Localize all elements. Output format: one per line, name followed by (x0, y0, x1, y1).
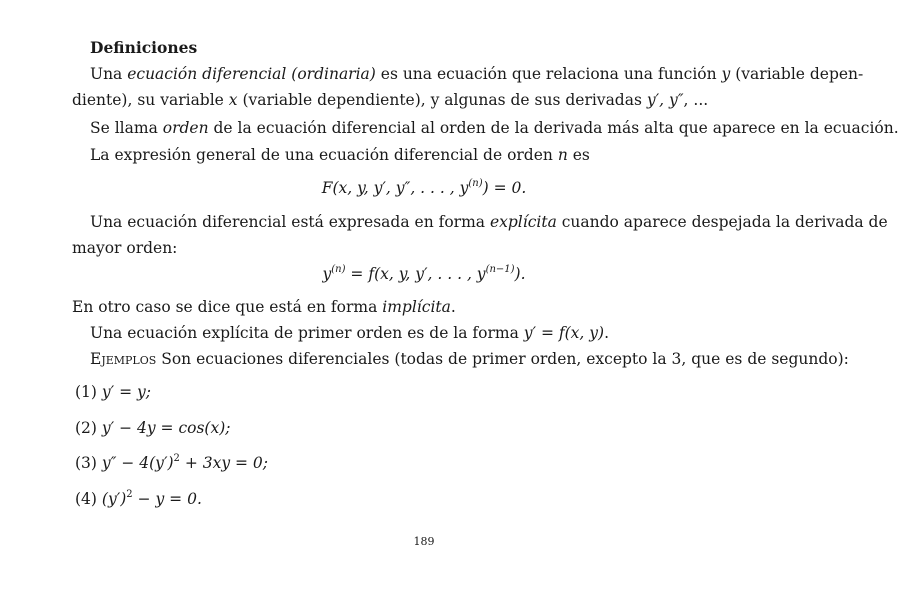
example-item: (2) y′ − 4y = cos(x); (75, 419, 231, 437)
equation-general-form: F(x, y, y′, y″, . . . , $y^{(n)}) = 0$. (321, 177, 527, 197)
example-item: (3) $y'' - 4(y')^2 + 3xy = 0$; (75, 452, 269, 472)
section-heading: Definiciones (90, 38, 198, 57)
term-explicita: explícita (489, 213, 557, 231)
examples-label: Ejemplos (90, 350, 157, 368)
example-item: (1) y′ = y; (75, 383, 151, 401)
paragraph-definition-line2: diente), su variable x (variable dependiente), y algunas de sus derivadas y′, y″, ... (72, 91, 709, 109)
paragraph-definition-line1: Una ecuación diferencial (ordinaria) es una ecuación que relaciona una función y (variable depen- (90, 65, 864, 83)
paragraph-order: Se llama orden de la ecuación diferencial al orden de la derivada más alta que aparece en la ecuación. (90, 119, 899, 137)
page-number: 189 (413, 535, 435, 548)
paragraph-explicit-line2: mayor orden: (72, 239, 178, 257)
example-item: (4) $(y')^2 - y = 0$. (75, 488, 202, 508)
paragraph-first-order: Una ecuación explícita de primer orden es de la forma y′ = f(x, y). (90, 324, 610, 342)
term-implicita: implícita (382, 298, 451, 316)
paragraph-examples-intro: Ejemplos Son ecuaciones diferenciales (todas de primer orden, excepto la 3, que es de segundo): (90, 350, 849, 368)
term-ecuacion-diferencial: ecuación diferencial (ordinaria) (127, 65, 376, 83)
paragraph-general-expression: La expresión general de una ecuación diferencial de orden n es (90, 146, 590, 164)
paragraph-explicit-line1: Una ecuación diferencial está expresada en forma explícita cuando aparece despejada la derivada de (90, 213, 888, 231)
term-orden: orden (162, 119, 209, 137)
paragraph-implicit: En otro caso se dice que está en forma implícita. (72, 298, 456, 316)
equation-explicit-form: $y^{(n)} = f(x$, y, y′, . . . , $y^{(n-1)}$). (322, 263, 526, 283)
